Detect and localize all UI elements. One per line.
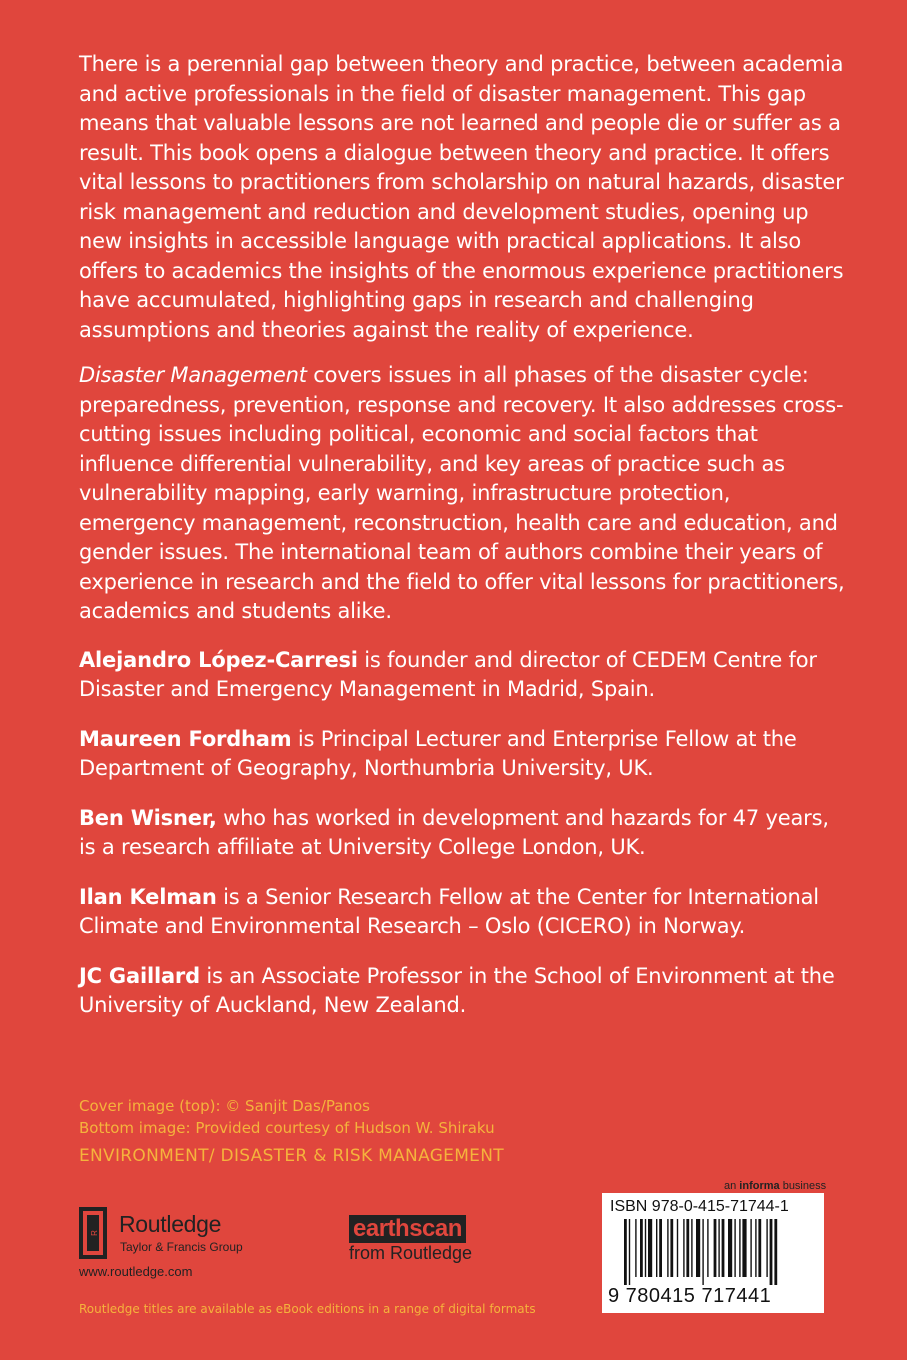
subject-category: ENVIRONMENT/ DISASTER & RISK MANAGEMENT [79,1146,504,1166]
author-name: Maureen Fordham [79,726,292,751]
routledge-url: www.routledge.com [79,1264,193,1279]
author-name: Ilan Kelman [79,884,217,909]
author-bio [79,725,849,784]
earthscan-wordmark: earthscan [349,1215,466,1243]
author-bio [79,804,849,863]
author-name: JC Gaillard [79,963,200,988]
book-title-italic: Disaster Management [79,363,307,387]
blurb-paragraph-2-text: covers issues in all phases of the disaster cycle: preparedness, prevention, response and recovery. It also addresses cross-cutting issues including political, economic and social factors that influence differential vulnerability, and key areas of practice such as vulnerability mapping, early warning, infrastructure protection, emergency management, reconstruction, health care and education, and gender issues. The international team of authors combine their years of experience in research and the field to offer vital lessons for practitioners, academics and students alike. [79,363,845,623]
informa-business-line [724,1180,826,1192]
author-bio-text: who has worked in development and hazards for 47 years, is a research affiliate at University College London, UK. [79,805,829,859]
isbn-label: ISBN 978-0-415-71744-1 [610,1198,789,1215]
svg-text:R: R [90,1230,99,1236]
blurb-paragraph-2 [79,361,849,627]
author-bio-text: is founder and director of CEDEM Centre for Disaster and Emergency Management in Madrid, Spain. [79,647,817,701]
author-bio-text: is an Associate Professor in the School of Environment at the University of Auckland, New Zealand. [79,963,835,1017]
ebook-note: Routledge titles are available as eBook editions in a range of digital formats [79,1302,536,1316]
author-bio [79,646,849,705]
barcode-bars [610,1219,816,1287]
author-bio-text: is a Senior Research Fellow at the Center for International Climate and Environmental Research – Oslo (CICERO) in Norway. [79,884,819,938]
author-name: Alejandro López-Carresi [79,647,358,672]
routledge-name: Routledge [119,1211,222,1237]
author-bio-text: is Principal Lecturer and Enterprise Fellow at the Department of Geography, Northumbria University, UK. [79,726,797,780]
informa-prefix: an [724,1180,740,1192]
earthscan-logo [349,1215,472,1264]
earthscan-subtitle: from Routledge [349,1243,473,1263]
taylor-francis-group: Taylor & Francis Group [120,1240,243,1254]
bottom-image-credit: Bottom image: Provided courtesy of Hudson W. Shiraku [79,1119,495,1137]
blurb-paragraph-1: There is a perennial gap between theory and practice, between academia and active professionals in the field of disaster management. This gap means that valuable lessons are not learned and people die or suffer as a result. This book opens a dialogue between theory and practice. It offers vital lessons to practitioners from scholarship on natural hazards, disaster risk management and reduction and development studies, opening up new insights in accessible language with practical applications. It also offers to academics the insights of the enormous experience practitioners have accumulated, highlighting gaps in research and challenging assumptions and theories against the reality of experience. [79,52,844,342]
barcode-digits: 9 780415 717441 [608,1285,772,1307]
back-cover-blurb [79,50,849,1041]
isbn-barcode [602,1193,824,1313]
image-credits [79,1095,495,1139]
author-name: Ben Wisner, [79,805,217,830]
informa-wordmark: informa [739,1180,780,1192]
routledge-mark-icon [79,1207,107,1259]
cover-image-credit: Cover image (top): © Sanjit Das/Panos [79,1097,370,1115]
author-bio [79,883,849,942]
routledge-logo [79,1207,279,1263]
informa-suffix: business [779,1180,827,1192]
author-bio [79,962,849,1021]
